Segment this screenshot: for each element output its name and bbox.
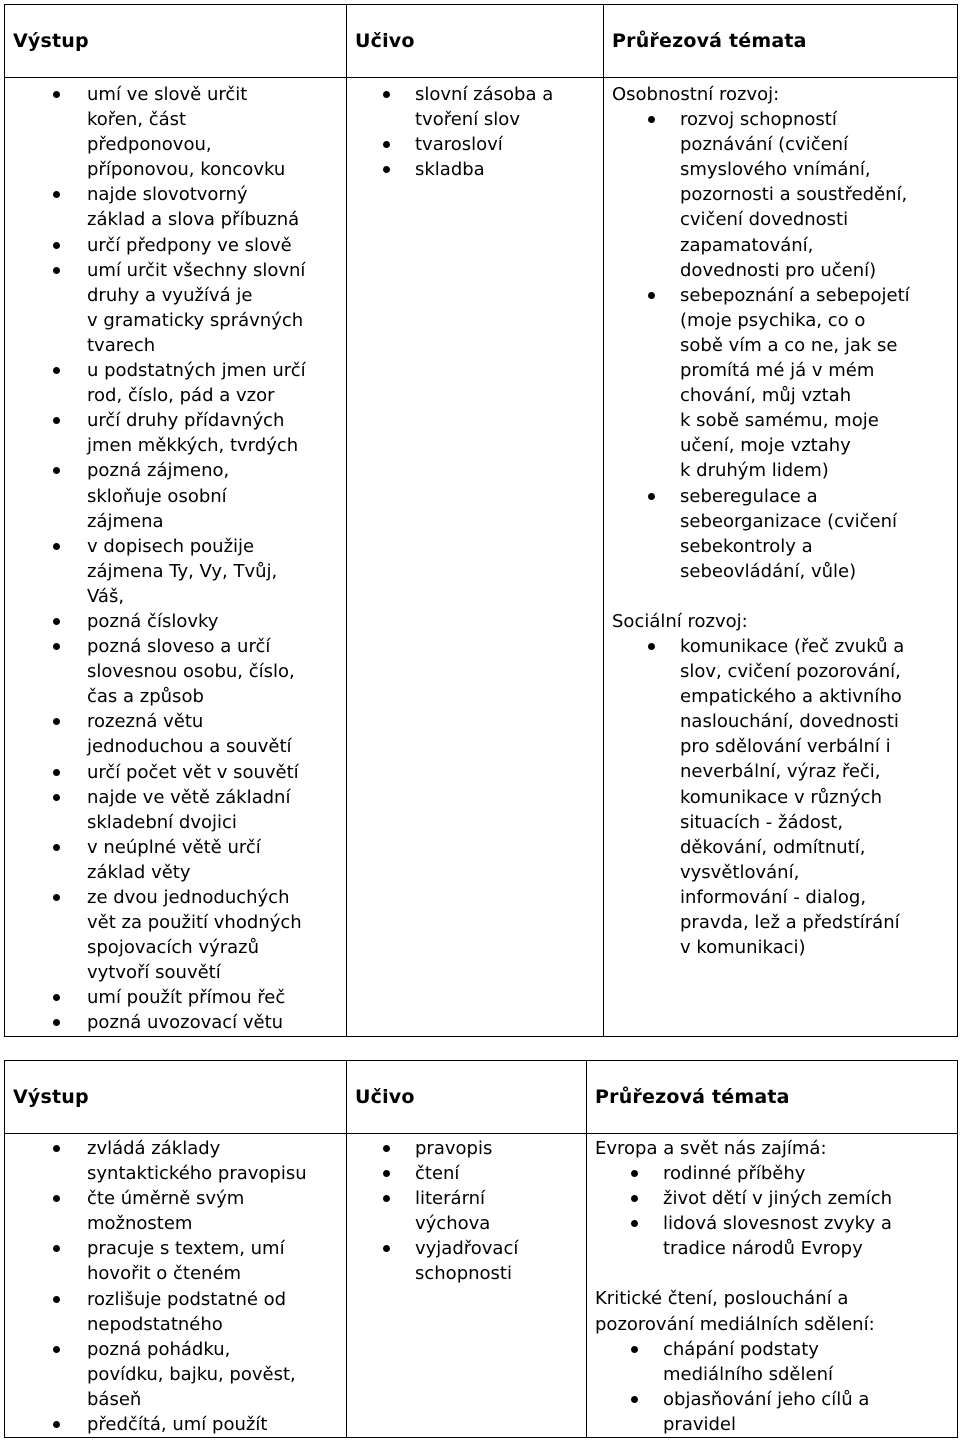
- curriculum-table-1: [4, 4, 958, 1037]
- header-vystup: Výstup: [5, 5, 347, 78]
- vystup-list: [11, 1136, 340, 1437]
- content-row: [5, 1134, 958, 1438]
- header-row: [5, 5, 958, 78]
- theme-item: komunikace (řeč zvuků a slov, cvičení pozorování, empatického a aktivního naslouchání, dovednosti pro sdělování verbální i neverbální, výraz řeči, komunikace v různých situacích - žádost, děkování, odmítnutí, vysvětlování, informování - dialog, pravda, lež a předstírání v komunikaci): [610, 634, 951, 960]
- ucivo-item: skladba: [353, 157, 597, 182]
- temata-cell: [604, 78, 958, 1037]
- vystup-item: v neúplné větě určí základ věty: [11, 835, 340, 885]
- ucivo-item: slovní zásoba a tvoření slov: [353, 82, 597, 132]
- theme-list: [593, 1161, 951, 1261]
- header-ucivo: Učivo: [347, 5, 604, 78]
- vystup-item: rozlišuje podstatné od nepodstatného: [11, 1287, 340, 1337]
- theme-heading: Sociální rozvoj:: [612, 610, 748, 632]
- vystup-item: čte úměrně svým možnostem: [11, 1186, 340, 1236]
- vystup-cell: [5, 1134, 347, 1438]
- header-vystup: Výstup: [5, 1061, 347, 1134]
- vystup-item: předčítá, umí použít: [11, 1412, 340, 1437]
- temata-cell: [587, 1134, 958, 1438]
- header-ucivo: Učivo: [347, 1061, 587, 1134]
- vystup-item: u podstatných jmen určí rod, číslo, pád a vzor: [11, 358, 340, 408]
- content-row: [5, 78, 958, 1037]
- theme-item: život dětí v jiných zemích: [593, 1186, 951, 1211]
- ucivo-cell: [347, 1134, 587, 1438]
- vystup-item: určí předpony ve slově: [11, 233, 340, 258]
- theme-list: [593, 1337, 951, 1437]
- theme-heading: Evropa a svět nás zajímá:: [595, 1138, 827, 1159]
- ucivo-item: čtení: [353, 1161, 580, 1186]
- vystup-cell: [5, 78, 347, 1037]
- vystup-item: pozná pohádku, povídku, bajku, pověst, báseň: [11, 1337, 340, 1412]
- theme-item: seberegulace a sebeorganizace (cvičení sebekontroly a sebeovládání, vůle): [610, 484, 951, 584]
- vystup-item: ze dvou jednoduchých vět za použití vhodných spojovacích výrazů vytvoří souvětí: [11, 885, 340, 985]
- theme-item: chápání podstaty mediálního sdělení: [593, 1337, 951, 1387]
- ucivo-list: [353, 82, 597, 182]
- vystup-item: rozezná větu jednoduchou a souvětí: [11, 709, 340, 759]
- vystup-item: umí určit všechny slovní druhy a využívá je v gramaticky správných tvarech: [11, 258, 340, 358]
- vystup-list: [11, 82, 340, 1036]
- ucivo-list: [353, 1136, 580, 1287]
- vystup-item: určí počet vět v souvětí: [11, 760, 340, 785]
- vystup-item: pozná sloveso a určí slovesnou osobu, číslo, čas a způsob: [11, 634, 340, 709]
- vystup-item: umí použít přímou řeč: [11, 985, 340, 1010]
- ucivo-item: tvarosloví: [353, 132, 597, 157]
- vystup-item: pozná zájmeno, skloňuje osobní zájmena: [11, 458, 340, 533]
- curriculum-table-2: [4, 1060, 958, 1438]
- vystup-item: pracuje s textem, umí hovořit o čteném: [11, 1236, 340, 1286]
- vystup-item: v dopisech použije zájmena Ty, Vy, Tvůj, Váš,: [11, 534, 340, 609]
- theme-item: sebepoznání a sebepojetí (moje psychika, co o sobě vím a co ne, jak se promítá mé já v mém chování, můj vztah k sobě samému, moje učení, moje vztahy k druhým lidem): [610, 283, 951, 484]
- header-row: [5, 1061, 958, 1134]
- vystup-item: pozná číslovky: [11, 609, 340, 634]
- vystup-item: umí ve slově určit kořen, část předponovou, příponovou, koncovku: [11, 82, 340, 182]
- vystup-item: zvládá základy syntaktického pravopisu: [11, 1136, 340, 1186]
- theme-item: rodinné příběhy: [593, 1161, 951, 1186]
- header-prurezova-temata: Průřezová témata: [587, 1061, 958, 1134]
- theme-list: [610, 634, 951, 960]
- ucivo-item: pravopis: [353, 1136, 580, 1161]
- theme-heading: Kritické čtení, poslouchání a pozorování mediálních sdělení:: [595, 1288, 875, 1335]
- vystup-item: určí druhy přídavných jmen měkkých, tvrdých: [11, 408, 340, 458]
- ucivo-cell: [347, 78, 604, 1037]
- ucivo-item: vyjadřovací schopnosti: [353, 1236, 580, 1286]
- theme-list: [610, 107, 951, 584]
- theme-heading: Osobnostní rozvoj:: [612, 84, 780, 105]
- vystup-item: pozná uvozovací větu: [11, 1010, 340, 1035]
- theme-item: rozvoj schopností poznávání (cvičení smyslového vnímání, pozornosti a soustředění, cvičení dovednosti zapamatování, dovednosti pro učení): [610, 107, 951, 283]
- header-prurezova-temata: Průřezová témata: [604, 5, 958, 78]
- ucivo-item: literární výchova: [353, 1186, 580, 1236]
- vystup-item: najde ve větě základní skladební dvojici: [11, 785, 340, 835]
- vystup-item: najde slovotvorný základ a slova příbuzná: [11, 182, 340, 232]
- theme-item: lidová slovesnost zvyky a tradice národů Evropy: [593, 1211, 951, 1261]
- theme-item: objasňování jeho cílů a pravidel: [593, 1387, 951, 1437]
